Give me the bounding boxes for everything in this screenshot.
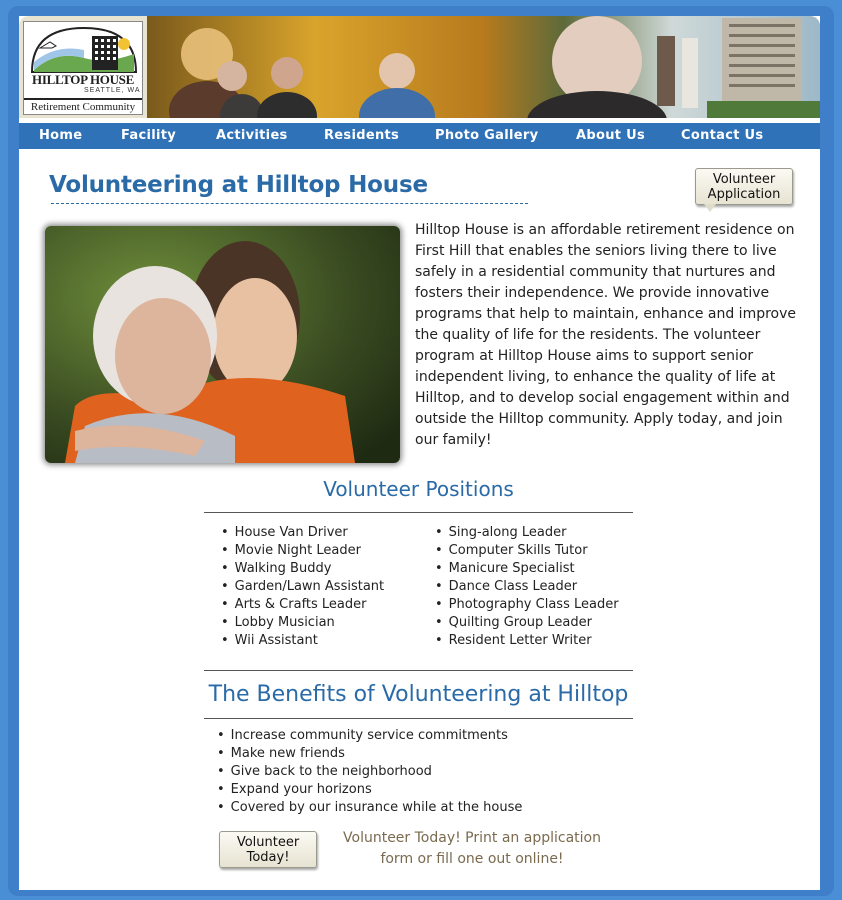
list-item: • Garden/Lawn Assistant	[221, 578, 384, 596]
volunteer-today-button[interactable]	[219, 831, 317, 868]
benefits-heading: The Benefits of Volunteering at Hilltop	[208, 682, 629, 707]
intro-paragraph: Hilltop House is an affordable retirement residence on First Hill that enables the seniors living there to live safely in a residential community that nurtures and fosters their independence. We provide innovative programs that help to maintain, enhance and improve the quality of life for the residents. The volunteer program at Hilltop House aims to support senior independent living, to enhance the quality of life at Hilltop, and to develop social engagement within and outside the Hilltop community. Apply today, and join our family!	[415, 222, 797, 448]
list-item: • Resident Letter Writer	[435, 632, 619, 650]
header-banner	[19, 16, 820, 118]
list-item: • Quilting Group Leader	[435, 614, 619, 632]
nav-photo-gallery[interactable]: Photo Gallery	[435, 128, 539, 143]
banner-photo-collage	[147, 16, 820, 118]
volunteer-application-button[interactable]	[695, 168, 793, 205]
positions-list-right	[435, 524, 619, 650]
list-item: • Lobby Musician	[221, 614, 384, 632]
list-item: • Wii Assistant	[221, 632, 384, 650]
list-item: • Give back to the neighborhood	[217, 763, 522, 781]
list-item: • Increase community service commitments	[217, 727, 522, 745]
nav-home[interactable]: Home	[39, 128, 83, 143]
list-item: • Sing-along Leader	[435, 524, 619, 542]
list-item: • Expand your horizons	[217, 781, 522, 799]
volunteer-today-label-2: Today!	[246, 850, 290, 865]
list-item: • Make new friends	[217, 745, 522, 763]
positions-list-left	[221, 524, 384, 650]
nav-residents[interactable]: Residents	[324, 128, 400, 143]
volunteer-today-label-1: Volunteer	[236, 835, 300, 850]
logo-tagline: Retirement Community	[24, 98, 142, 113]
benefits-divider	[204, 718, 633, 719]
main-nav	[19, 123, 820, 149]
positions-divider-bottom	[204, 670, 633, 671]
list-item: • Photography Class Leader	[435, 596, 619, 614]
list-item: • Manicure Specialist	[435, 560, 619, 578]
list-item: • Dance Class Leader	[435, 578, 619, 596]
nav-activities[interactable]: Activities	[216, 128, 288, 143]
list-item: • Arts & Crafts Leader	[221, 596, 384, 614]
volunteer-hero-photo	[45, 226, 400, 463]
positions-heading: Volunteer Positions	[323, 477, 514, 501]
site-logo[interactable]	[23, 21, 143, 115]
nav-about-us[interactable]: About Us	[576, 128, 645, 143]
positions-divider-top	[204, 512, 633, 513]
page-container	[19, 16, 820, 890]
list-item: • House Van Driver	[221, 524, 384, 542]
volunteer-and-senior-photo	[45, 226, 400, 463]
volunteer-application-label-2: Application	[707, 187, 781, 202]
logo-city: SEATTLE, WA	[84, 87, 141, 94]
nav-contact-us[interactable]: Contact Us	[681, 128, 764, 143]
volunteer-application-label-1: Volunteer	[712, 172, 776, 187]
logo-emblem-icon	[26, 24, 142, 74]
list-item: • Computer Skills Tutor	[435, 542, 619, 560]
logo-name: HILLTOP HOUSE	[32, 72, 134, 87]
cta-text: Volunteer Today! Print an application form or fill one out online!	[343, 830, 601, 867]
list-item: • Walking Buddy	[221, 560, 384, 578]
list-item: • Movie Night Leader	[221, 542, 384, 560]
list-item: • Covered by our insurance while at the house	[217, 799, 522, 817]
page-title: Volunteering at Hilltop House	[49, 172, 428, 198]
benefits-list	[217, 727, 522, 817]
title-divider	[51, 203, 528, 204]
nav-facility[interactable]: Facility	[121, 128, 177, 143]
